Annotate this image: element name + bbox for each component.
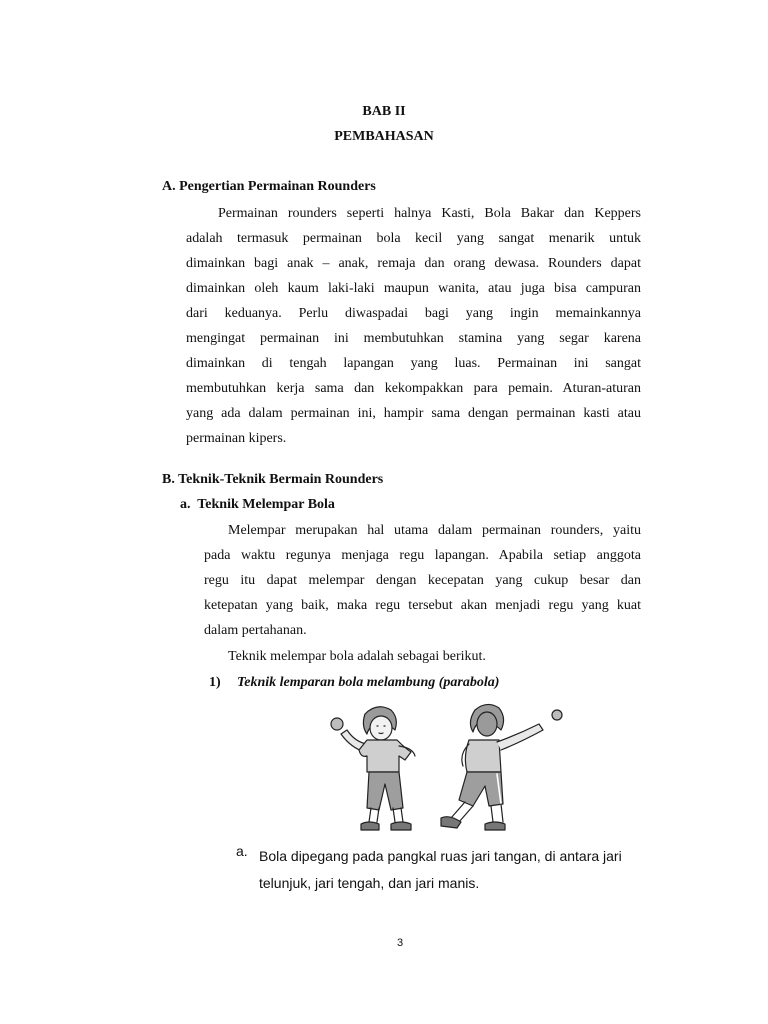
flying-ball (552, 710, 562, 720)
paragraph-line: adalah termasuk permainan bola kecil yang sangat menarik untuk (186, 231, 641, 246)
section-b-heading: B. Teknik-Teknik Bermain Rounders (162, 472, 384, 487)
paragraph-line: Permainan rounders seperti halnya Kasti, Bola Bakar dan Keppers (218, 206, 641, 221)
item-1-number: 1) (209, 675, 221, 690)
paragraph-line: permainan kipers. (186, 431, 287, 446)
paragraph-line: dimainkan bagi anak – anak, remaja dan orang dewasa. Rounders dapat (186, 256, 641, 271)
step-a-line: telunjuk, jari tengah, dan jari manis. (259, 875, 480, 891)
chapter-title: PEMBAHASAN (334, 129, 434, 144)
paragraph-line: mengingat permainan ini membutuhkan stamina yang segar karena (186, 331, 641, 346)
paragraph-line: regu itu dapat melempar dengan kecepatan yang cukup besar dan (204, 573, 641, 588)
paragraph-line: dari keduanya. Perlu diwaspadai bagi yang ingin memainkannya (186, 306, 641, 321)
child-holding-ball-figure (331, 707, 415, 830)
paragraph-line: membutuhkan kerja sama dan kekompakkan para pemain. Aturan-aturan (186, 381, 641, 396)
item-1-title: Teknik lemparan bola melambung (parabola) (237, 675, 500, 690)
subsection-a-heading: a. Teknik Melempar Bola (180, 497, 335, 512)
subsection-a-paragraph (204, 518, 641, 643)
paragraph-line: dimainkan di tengah lapangan yang luas. Permainan ini sangat (186, 356, 641, 371)
paragraph-line: ketepatan yang baik, maka regu tersebut akan menjadi regu yang kuat (204, 598, 641, 613)
technique-intro: Teknik melempar bola adalah sebagai berikut. (228, 649, 486, 664)
step-a-line: Bola dipegang pada pangkal ruas jari tangan, di antara jari (259, 848, 622, 864)
chapter-number: BAB II (362, 104, 406, 119)
child-throwing-figure (441, 704, 543, 830)
step-a-text (259, 843, 622, 897)
paragraph-line: pada waktu regunya menjaga regu lapangan. Apabila setiap anggota (204, 548, 641, 563)
page-number: 3 (396, 937, 404, 949)
item-1 (209, 673, 499, 691)
paragraph-line: Melempar merupakan hal utama dalam permainan rounders, yaitu (228, 523, 641, 538)
paragraph-line: dimainkan oleh kaum laki-laki maupun wanita, atau juga bisa campuran (186, 281, 641, 296)
step-a-label: a. (236, 843, 248, 859)
section-a-paragraph (186, 201, 641, 451)
paragraph-line: dalam pertahanan. (204, 623, 307, 638)
paragraph-line: yang ada dalam permainan ini, hampir sama dengan permainan kasti atau (186, 406, 641, 421)
throwing-illustration (325, 700, 570, 840)
section-a-heading: A. Pengertian Permainan Rounders (162, 179, 376, 194)
